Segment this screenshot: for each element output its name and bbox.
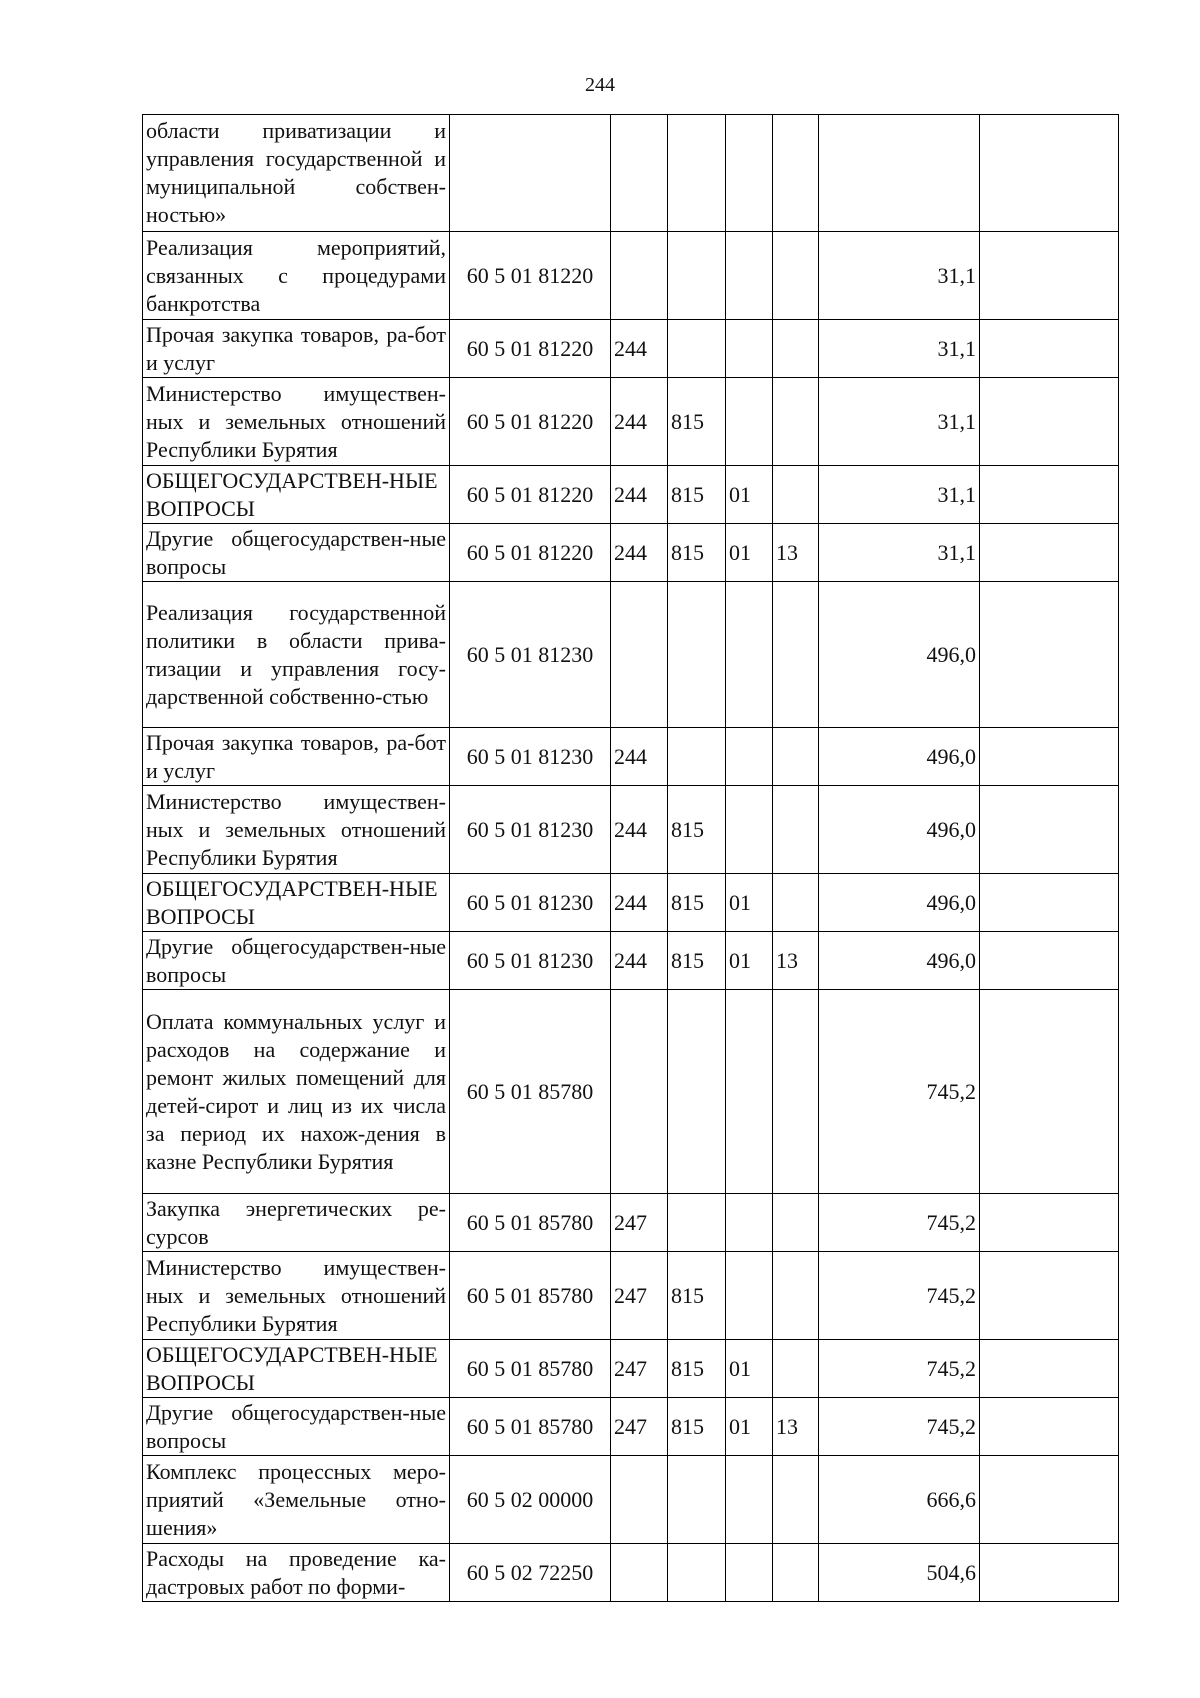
- cell-extra: [980, 1456, 1119, 1544]
- cell-target-article: 60 5 01 81220: [450, 466, 611, 524]
- cell-subsection: [773, 728, 819, 786]
- cell-target-article: 60 5 01 81230: [450, 582, 611, 728]
- table-row: [143, 932, 1119, 990]
- cell-name: Министерство имуществен-ных и земельных отношений Республики Бурятия: [143, 378, 450, 466]
- cell-name: Другие общегосударствен-ные вопросы: [143, 932, 450, 990]
- cell-target-article: 60 5 01 85780: [450, 1194, 611, 1252]
- cell-amount: 31,1: [819, 466, 980, 524]
- cell-name: ОБЩЕГОСУДАРСТВЕН-НЫЕ ВОПРОСЫ: [143, 466, 450, 524]
- cell-section: 01: [726, 932, 773, 990]
- cell-target-article: 60 5 01 81230: [450, 728, 611, 786]
- cell-expense-type: 247: [611, 1252, 668, 1340]
- cell-expense-type: [611, 115, 668, 232]
- cell-subsection: [773, 320, 819, 378]
- cell-ministry: 815: [668, 378, 726, 466]
- cell-extra: [980, 1544, 1119, 1602]
- page-number: 244: [585, 74, 615, 96]
- cell-expense-type: [611, 232, 668, 320]
- cell-section: 01: [726, 1398, 773, 1456]
- cell-name: Министерство имуществен-ных и земельных отношений Республики Бурятия: [143, 1252, 450, 1340]
- cell-name: Реализация государственной политики в области прива-тизации и управления госу-дарственной собственно-стью: [143, 582, 450, 728]
- cell-section: [726, 115, 773, 232]
- cell-name: Закупка энергетических ре-сурсов: [143, 1194, 450, 1252]
- table-row: [143, 1544, 1119, 1602]
- cell-section: [726, 1252, 773, 1340]
- cell-name: Комплекс процессных меро-приятий «Земельные отно-шения»: [143, 1456, 450, 1544]
- table-row: [143, 378, 1119, 466]
- cell-expense-type: 247: [611, 1194, 668, 1252]
- cell-ministry: [668, 320, 726, 378]
- cell-target-article: 60 5 01 81220: [450, 320, 611, 378]
- cell-ministry: 815: [668, 1398, 726, 1456]
- cell-subsection: [773, 1456, 819, 1544]
- cell-amount: 504,6: [819, 1544, 980, 1602]
- cell-extra: [980, 786, 1119, 874]
- cell-subsection: [773, 378, 819, 466]
- cell-subsection: 13: [773, 932, 819, 990]
- cell-section: 01: [726, 874, 773, 932]
- cell-ministry: [668, 1544, 726, 1602]
- cell-expense-type: 244: [611, 524, 668, 582]
- cell-amount: 31,1: [819, 524, 980, 582]
- cell-subsection: 13: [773, 524, 819, 582]
- cell-target-article: 60 5 01 81230: [450, 786, 611, 874]
- cell-ministry: 815: [668, 932, 726, 990]
- cell-name: Другие общегосударствен-ные вопросы: [143, 1398, 450, 1456]
- cell-ministry: [668, 1456, 726, 1544]
- cell-ministry: [668, 582, 726, 728]
- cell-amount: 666,6: [819, 1456, 980, 1544]
- table-row: [143, 1398, 1119, 1456]
- cell-subsection: [773, 115, 819, 232]
- cell-section: [726, 320, 773, 378]
- cell-extra: [980, 932, 1119, 990]
- cell-expense-type: 244: [611, 786, 668, 874]
- cell-subsection: [773, 874, 819, 932]
- table-row: [143, 1340, 1119, 1398]
- cell-ministry: [668, 115, 726, 232]
- cell-expense-type: 244: [611, 874, 668, 932]
- table-row: [143, 990, 1119, 1194]
- cell-amount: 745,2: [819, 1398, 980, 1456]
- cell-target-article: 60 5 01 81220: [450, 378, 611, 466]
- cell-ministry: 815: [668, 1252, 726, 1340]
- budget-table: [142, 114, 1119, 1602]
- cell-name: Другие общегосударствен-ные вопросы: [143, 524, 450, 582]
- cell-section: [726, 378, 773, 466]
- cell-extra: [980, 524, 1119, 582]
- cell-target-article: 60 5 01 81220: [450, 232, 611, 320]
- cell-target-article: 60 5 01 81230: [450, 932, 611, 990]
- cell-expense-type: 244: [611, 378, 668, 466]
- cell-ministry: 815: [668, 874, 726, 932]
- cell-amount: 496,0: [819, 786, 980, 874]
- cell-expense-type: 244: [611, 932, 668, 990]
- cell-amount: 496,0: [819, 932, 980, 990]
- cell-amount: 745,2: [819, 990, 980, 1194]
- cell-expense-type: 244: [611, 728, 668, 786]
- cell-amount: 496,0: [819, 728, 980, 786]
- cell-amount: 496,0: [819, 874, 980, 932]
- cell-expense-type: 244: [611, 320, 668, 378]
- cell-section: [726, 582, 773, 728]
- cell-expense-type: 244: [611, 466, 668, 524]
- cell-section: [726, 1194, 773, 1252]
- table-row: [143, 1252, 1119, 1340]
- cell-expense-type: [611, 582, 668, 728]
- table-row: [143, 874, 1119, 932]
- table-row: [143, 1456, 1119, 1544]
- cell-expense-type: [611, 990, 668, 1194]
- cell-extra: [980, 232, 1119, 320]
- cell-subsection: [773, 1340, 819, 1398]
- table-row: [143, 115, 1119, 232]
- cell-extra: [980, 1194, 1119, 1252]
- cell-extra: [980, 1252, 1119, 1340]
- cell-subsection: [773, 1544, 819, 1602]
- cell-ministry: [668, 990, 726, 1194]
- cell-target-article: 60 5 01 85780: [450, 1252, 611, 1340]
- table-row: [143, 582, 1119, 728]
- cell-name: Оплата коммунальных услуг и расходов на содержание и ремонт жилых помещений для детей-сирот и лиц из их числа за период их нахож-дения в казне Республики Бурятия: [143, 990, 450, 1194]
- cell-target-article: 60 5 02 72250: [450, 1544, 611, 1602]
- cell-extra: [980, 320, 1119, 378]
- cell-extra: [980, 1398, 1119, 1456]
- cell-ministry: 815: [668, 524, 726, 582]
- table-body: [143, 115, 1119, 1602]
- cell-subsection: [773, 1252, 819, 1340]
- table-row: [143, 1194, 1119, 1252]
- cell-ministry: [668, 232, 726, 320]
- cell-subsection: 13: [773, 1398, 819, 1456]
- cell-subsection: [773, 466, 819, 524]
- table-row: [143, 786, 1119, 874]
- cell-expense-type: 247: [611, 1398, 668, 1456]
- table-row: [143, 320, 1119, 378]
- cell-target-article: 60 5 01 85780: [450, 1340, 611, 1398]
- cell-extra: [980, 990, 1119, 1194]
- cell-extra: [980, 728, 1119, 786]
- cell-target-article: 60 5 01 81220: [450, 524, 611, 582]
- cell-name: области приватизации и управления государственной и муниципальной собствен-ностью»: [143, 115, 450, 232]
- cell-target-article: [450, 115, 611, 232]
- cell-extra: [980, 115, 1119, 232]
- cell-section: [726, 728, 773, 786]
- cell-section: 01: [726, 1340, 773, 1398]
- table-row: [143, 466, 1119, 524]
- cell-subsection: [773, 990, 819, 1194]
- cell-target-article: 60 5 01 85780: [450, 1398, 611, 1456]
- cell-subsection: [773, 582, 819, 728]
- cell-target-article: 60 5 01 81230: [450, 874, 611, 932]
- cell-ministry: 815: [668, 466, 726, 524]
- table-row: [143, 728, 1119, 786]
- cell-amount: 496,0: [819, 582, 980, 728]
- cell-name: ОБЩЕГОСУДАРСТВЕН-НЫЕ ВОПРОСЫ: [143, 1340, 450, 1398]
- cell-subsection: [773, 232, 819, 320]
- cell-name: Министерство имуществен-ных и земельных отношений Республики Бурятия: [143, 786, 450, 874]
- cell-ministry: [668, 1194, 726, 1252]
- cell-expense-type: [611, 1544, 668, 1602]
- cell-amount: 31,1: [819, 320, 980, 378]
- cell-section: [726, 1544, 773, 1602]
- cell-extra: [980, 1340, 1119, 1398]
- cell-name: Прочая закупка товаров, ра-бот и услуг: [143, 320, 450, 378]
- cell-amount: [819, 115, 980, 232]
- cell-amount: 745,2: [819, 1340, 980, 1398]
- cell-section: 01: [726, 524, 773, 582]
- cell-section: [726, 1456, 773, 1544]
- table-row: [143, 232, 1119, 320]
- cell-target-article: 60 5 01 85780: [450, 990, 611, 1194]
- cell-subsection: [773, 1194, 819, 1252]
- cell-name: Прочая закупка товаров, ра-бот и услуг: [143, 728, 450, 786]
- cell-section: [726, 786, 773, 874]
- cell-name: ОБЩЕГОСУДАРСТВЕН-НЫЕ ВОПРОСЫ: [143, 874, 450, 932]
- cell-ministry: 815: [668, 786, 726, 874]
- cell-target-article: 60 5 02 00000: [450, 1456, 611, 1544]
- cell-name: Расходы на проведение ка-дастровых работ по форми-: [143, 1544, 450, 1602]
- cell-name: Реализация мероприятий, связанных с процедурами банкротства: [143, 232, 450, 320]
- cell-section: 01: [726, 466, 773, 524]
- cell-extra: [980, 466, 1119, 524]
- cell-ministry: 815: [668, 1340, 726, 1398]
- cell-extra: [980, 378, 1119, 466]
- cell-amount: 31,1: [819, 232, 980, 320]
- cell-subsection: [773, 786, 819, 874]
- cell-section: [726, 990, 773, 1194]
- cell-amount: 31,1: [819, 378, 980, 466]
- cell-expense-type: 247: [611, 1340, 668, 1398]
- cell-expense-type: [611, 1456, 668, 1544]
- cell-amount: 745,2: [819, 1194, 980, 1252]
- cell-section: [726, 232, 773, 320]
- cell-extra: [980, 582, 1119, 728]
- table-row: [143, 524, 1119, 582]
- cell-extra: [980, 874, 1119, 932]
- cell-amount: 745,2: [819, 1252, 980, 1340]
- cell-ministry: [668, 728, 726, 786]
